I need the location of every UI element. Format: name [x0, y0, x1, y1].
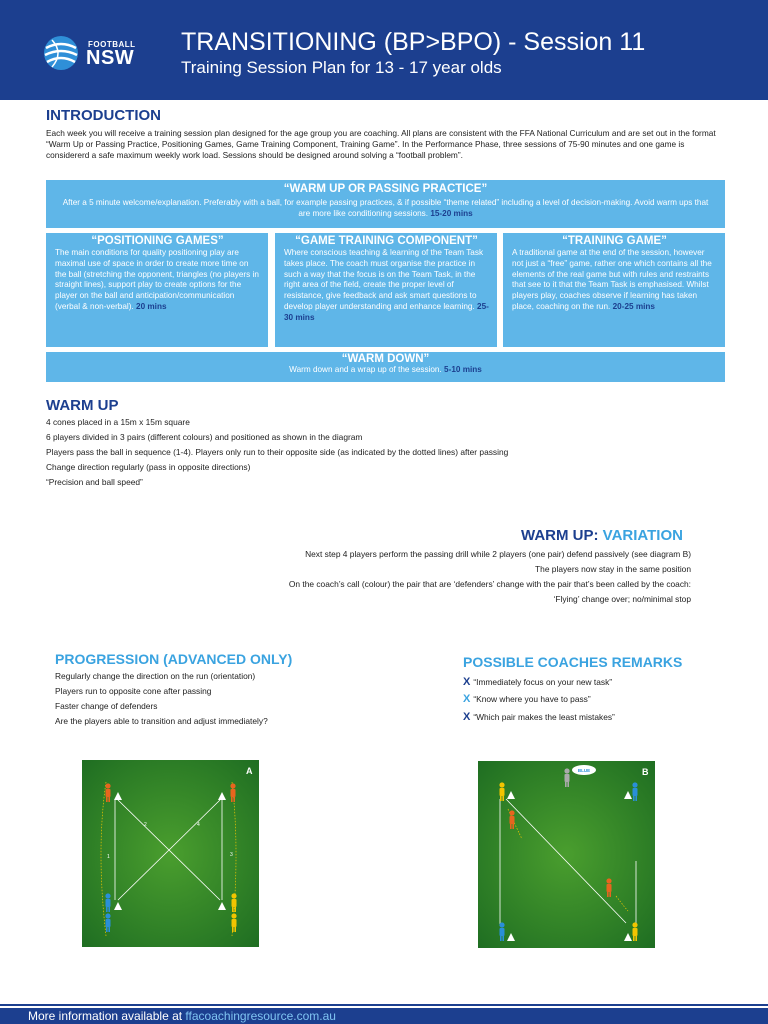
- page-subtitle: Training Session Plan for 13 - 17 year olds: [181, 58, 502, 77]
- progression-item: Players run to opposite cone after passing: [55, 686, 212, 697]
- variation-item: Next step 4 players perform the passing drill while 2 players (one pair) defend passively (see diagram B): [305, 549, 691, 559]
- warm-down-text: Warm down and a wrap up of the session.: [289, 365, 442, 374]
- warm-up-item: Change direction regularly (pass in opposite directions): [46, 462, 251, 473]
- diagram-b: [478, 761, 655, 948]
- logo-text-small: FOOTBALL: [88, 40, 136, 49]
- diagram-a: [82, 760, 259, 947]
- footer-divider: [0, 1004, 768, 1006]
- pass-number: 1: [107, 854, 110, 860]
- progression-item: Regularly change the direction on the run (orientation): [55, 671, 256, 681]
- warmup-passing-heading: “WARM UP OR PASSING PRACTICE”: [283, 183, 488, 195]
- positioning-games-heading: “POSITIONING GAMES”: [91, 235, 224, 247]
- warm-up-item: Players pass the ball in sequence (1-4). Players only run to their opposite side (as indicated by the dotted lines) after passing: [46, 447, 509, 458]
- progression-heading: PROGRESSION (ADVANCED ONLY): [55, 651, 293, 667]
- header-banner: [0, 0, 768, 100]
- variation-item: The players now stay in the same position: [535, 564, 691, 575]
- coaches-remarks-list: [463, 677, 723, 729]
- coaches-remarks-heading: POSSIBLE COACHES REMARKS: [463, 654, 683, 670]
- warm-down-text-block: [56, 365, 715, 376]
- training-game-time: 20-25 mins: [612, 301, 655, 311]
- logo-text-big: NSW: [86, 47, 135, 69]
- progression-item: Faster change of defenders: [55, 701, 158, 712]
- variation-heading: [521, 527, 683, 544]
- training-game-box: [503, 233, 725, 347]
- game-training-box: [275, 233, 497, 347]
- positioning-games-time: 20 mins: [136, 301, 167, 311]
- remark-marker: X: [463, 676, 471, 688]
- remark-text: “Which pair makes the least mistakes”: [473, 711, 615, 722]
- variation-item: On the coach’s call (colour) the pair that are ‘defenders’ change with the pair that’s been called by the coach:: [288, 579, 691, 590]
- remark-text: “Immediately focus on your new task”: [473, 677, 613, 687]
- variation-list: [131, 549, 691, 609]
- footer-text: More information available at: [28, 1009, 186, 1023]
- game-training-text-block: [284, 248, 489, 324]
- page-title: TRANSITIONING (BP>BPO) - Session 11: [181, 28, 646, 56]
- warmup-passing-text: After a 5 minute welcome/explanation. Preferably with a ball, for example passing practices, & if possible “theme related” including a level of decision-making. Avoid warm ups that are more like conditioning sessions.: [62, 198, 709, 218]
- progression-item: Are the players able to transition and adjust immediately?: [55, 716, 268, 727]
- remark-text: “Know where you have to pass”: [473, 694, 591, 705]
- warmup-passing-time: 15-20 mins: [430, 208, 473, 218]
- variation-heading-accent: VARIATION: [602, 527, 683, 544]
- diagram-a-label: A: [246, 766, 253, 776]
- warmup-passing-text-block: [56, 198, 715, 220]
- training-game-text-block: [512, 248, 717, 313]
- training-game-text: A traditional game at the end of the session, however not just a “free” game, rather one which contains all the elements of the real game but with rules and restraints that see to it that the Team Task is emphasised. Whilst players play, coaches observe if learning has taken place, coaching on the run.: [512, 248, 712, 311]
- warm-up-item: “Precision and ball speed”: [46, 477, 143, 488]
- remark-item: [463, 694, 723, 705]
- warm-up-item: 4 cones placed in a 15m x 15m square: [46, 417, 190, 427]
- globe-icon: [42, 34, 80, 72]
- introduction-text: Each week you will receive a training session plan designed for the age group you are coaching. All plans are consistent with the FFA National Curriculum and are set out in the format “Warm Up or Passing Practice, Positioning Games, Game Training Component, Training Game”. In the Performance Phase, three sessions of 75-90 minutes and one game is considererd a safe maximum weekly work load. Sessions should be designed around solving a “football problem”.: [46, 128, 716, 160]
- remark-marker: X: [463, 710, 471, 723]
- warm-down-time: 5-10 mins: [444, 365, 482, 374]
- positioning-games-box: [46, 233, 268, 347]
- pass-number: 3: [230, 852, 233, 858]
- warm-up-heading: WARM UP: [46, 397, 119, 414]
- game-training-text: Where conscious teaching & learning of the Team Task takes place. The coach must organise the practice in such a way that the focus is on the Team Task, in the right area of the field, create the proper level of resistance, give feedback and ask smart questions to develop player understanding and enhance learning.: [284, 248, 484, 311]
- remark-item: [463, 712, 723, 723]
- game-training-time: 25-30 mins: [284, 301, 489, 322]
- pass-number: 2: [144, 822, 147, 828]
- diagram-b-label: B: [642, 767, 649, 777]
- training-game-heading: “TRAINING GAME”: [562, 235, 667, 247]
- progression-list: [55, 671, 415, 731]
- warm-down-box: [46, 352, 725, 382]
- positioning-games-text: The main conditions for quality positioning play are maximal use of space in order to create more time on the ball (stretching the opponent, triangles (no players in straight lines), support play to create options for the player on the ball and anticipation/communication (verbal & non-verbal).: [55, 248, 259, 311]
- speech-bubble: [572, 765, 596, 775]
- coach-call-text: BLUE: [577, 768, 591, 773]
- football-nsw-logo[interactable]: [42, 32, 142, 76]
- positioning-games-text-block: [55, 248, 260, 313]
- warm-up-item: 6 players divided in 3 pairs (different colours) and positioned as shown in the diagram: [46, 432, 363, 443]
- game-training-heading: “GAME TRAINING COMPONENT”: [295, 235, 478, 247]
- footer-link[interactable]: ffacoachingresource.com.au: [185, 1009, 336, 1023]
- remark-item: [463, 677, 723, 688]
- variation-heading-main: WARM UP:: [521, 527, 603, 544]
- warmup-passing-box: [46, 180, 725, 228]
- variation-item: ‘Flying’ change over; no/minimal stop: [553, 594, 691, 605]
- pass-number: 4: [197, 822, 200, 828]
- remark-marker: X: [463, 693, 471, 706]
- warm-down-heading: “WARM DOWN”: [341, 353, 430, 365]
- introduction-heading: INTRODUCTION: [46, 107, 161, 124]
- footer-bar: [0, 1008, 768, 1024]
- warm-up-list: [46, 417, 566, 492]
